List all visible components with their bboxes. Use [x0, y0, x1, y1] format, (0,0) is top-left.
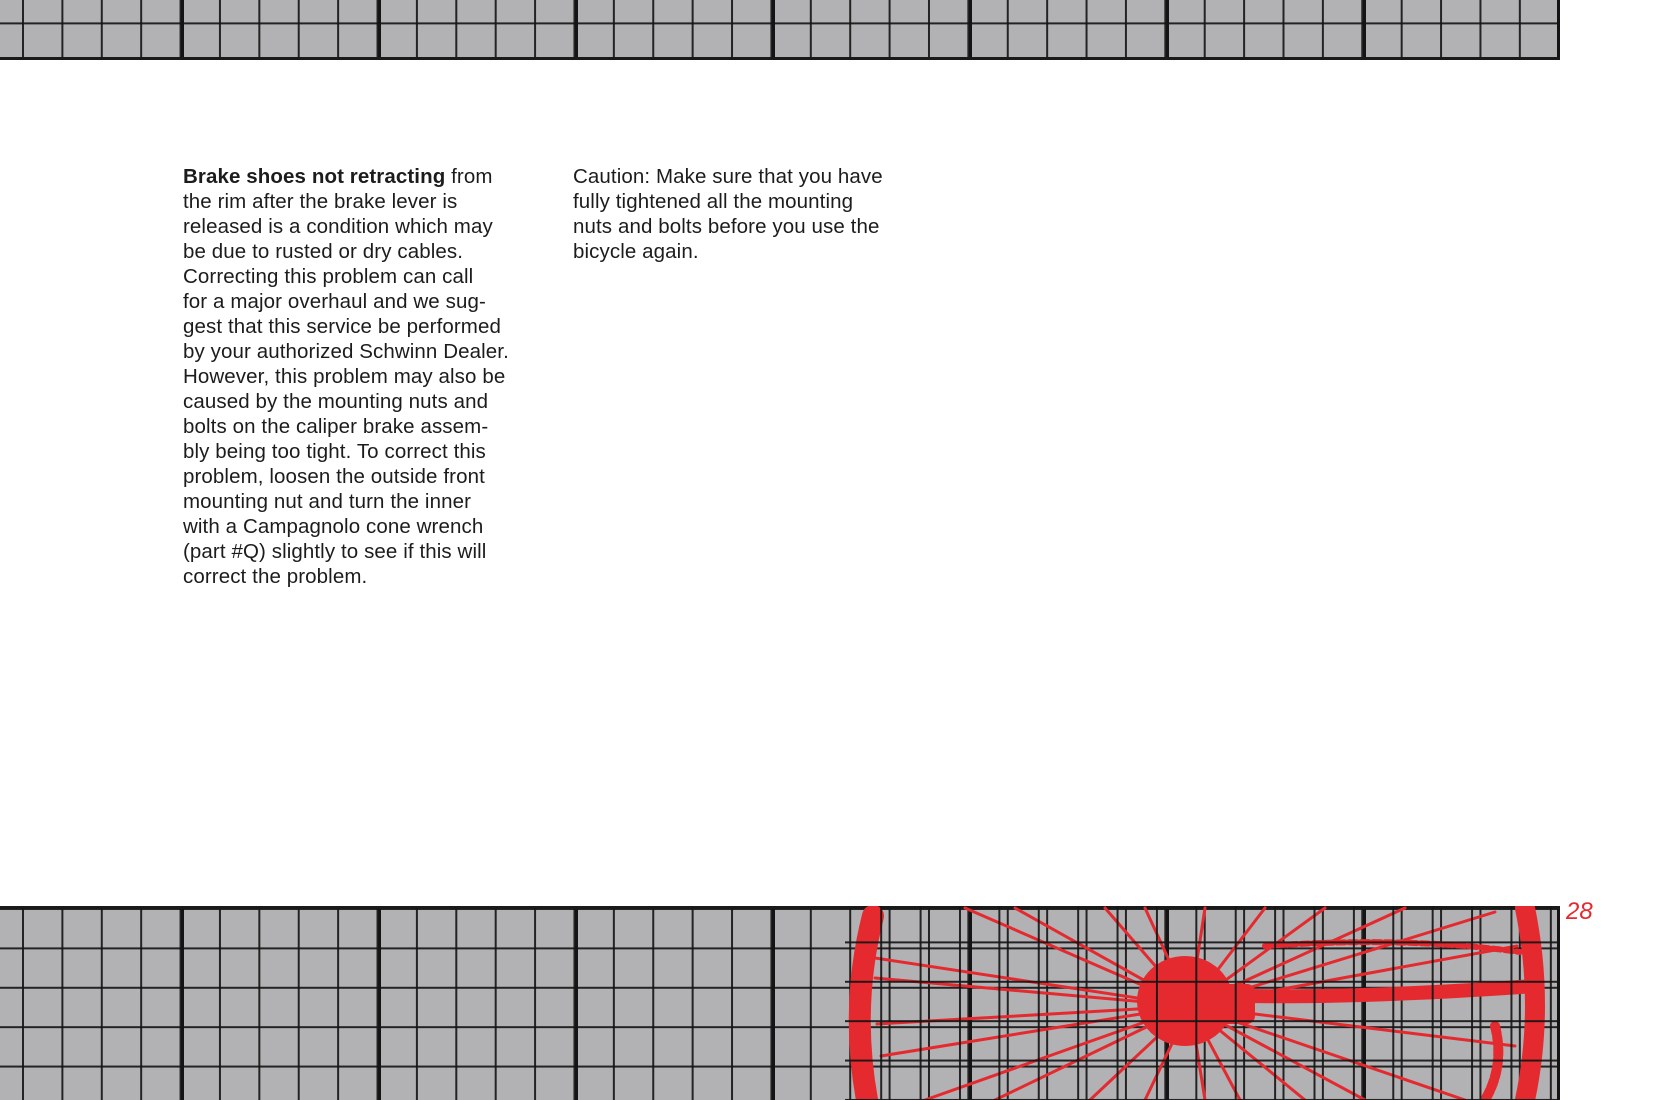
caution-line: Caution: Make sure that you have — [573, 165, 883, 188]
bicycle-wheel-graphic — [845, 906, 1560, 1100]
grid-major-line — [181, 0, 184, 57]
grid-major-line — [378, 909, 381, 1100]
grid-major-line — [772, 909, 775, 1100]
grid-major-line — [969, 0, 972, 57]
paragraph-line: released is a condition which may — [183, 215, 493, 238]
paragraph-line: Correcting this problem can call — [183, 265, 474, 288]
paragraph-line: However, this problem may also be — [183, 365, 506, 388]
grid-major-line — [1166, 0, 1169, 57]
paragraph-line: be due to rusted or dry cables. — [183, 240, 464, 263]
paragraph-line: correct the problem. — [183, 565, 368, 588]
derailleur — [1485, 1026, 1498, 1100]
caution-paragraph — [573, 164, 923, 264]
grid-edge-line — [1557, 0, 1560, 57]
paragraph-line: bly being too tight. To correct this — [183, 440, 486, 463]
caution-line: nuts and bolts before you use the — [573, 215, 880, 238]
paragraph-lead: Brake shoes not retracting — [183, 165, 446, 188]
grid-major-line — [1363, 0, 1366, 57]
paragraph-line: the rim after the brake lever is — [183, 190, 458, 213]
paragraph-line: for a major overhaul and we sug- — [183, 290, 486, 313]
grid-major-line — [575, 0, 578, 57]
paragraph-line: mounting nut and turn the inner — [183, 490, 472, 513]
chain-top — [1265, 942, 1520, 952]
page-number: 28 — [1566, 898, 1593, 925]
caution-line: fully tightened all the mounting — [573, 190, 854, 213]
paragraph-line: with a Campagnolo cone wrench — [183, 515, 484, 538]
bicycle-wheel-icon — [845, 906, 1560, 1100]
grid-major-line — [378, 0, 381, 57]
paragraph-line: by your authorized Schwinn Dealer. — [183, 340, 509, 363]
paragraph-line: (part #Q) slightly to see if this will — [183, 540, 487, 563]
wheel-rim-left — [860, 916, 873, 1100]
top-band-major-lines — [0, 0, 1560, 57]
paragraph-line: from — [445, 165, 493, 188]
paragraph-first-line — [183, 164, 543, 189]
paragraph-line: bolts on the caliper brake assem- — [183, 415, 489, 438]
paragraph-line: problem, loosen the outside front — [183, 465, 485, 488]
caution-line: bicycle again. — [573, 240, 699, 263]
grid-major-line — [181, 909, 184, 1100]
brake-shoes-paragraph — [183, 164, 543, 589]
paragraph-line: caused by the mounting nuts and — [183, 390, 489, 413]
top-grid-band — [0, 0, 1560, 60]
grid-major-line — [772, 0, 775, 57]
paragraph-line: gest that this service be performed — [183, 315, 501, 338]
wheel-rim-right — [1525, 908, 1535, 1100]
grid-major-line — [575, 909, 578, 1100]
